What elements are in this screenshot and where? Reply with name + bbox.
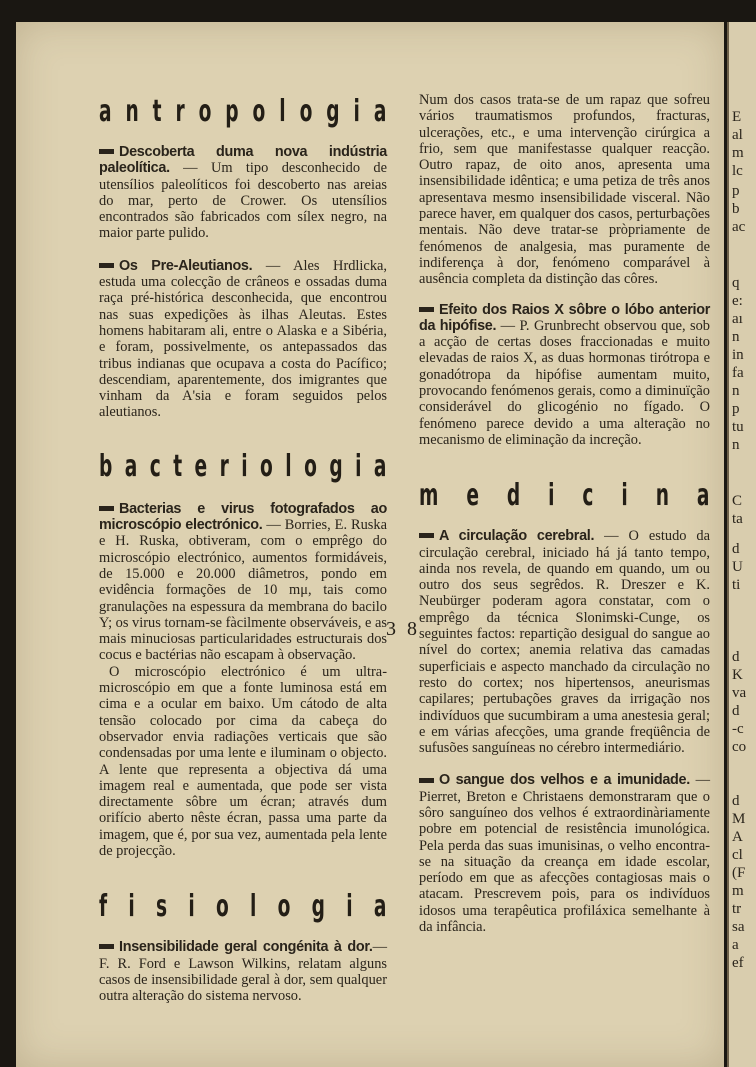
section-bullet	[419, 533, 434, 538]
adjacent-page-fragment: M	[732, 811, 746, 827]
article-cerebral-circulation	[419, 528, 710, 756]
article-pre-aleutians	[99, 258, 387, 421]
adjacent-page-fragment: n	[732, 329, 740, 345]
article-congenital-insensitivity	[99, 939, 387, 1004]
adjacent-page-fragment: p	[732, 183, 740, 199]
section-bullet	[99, 506, 114, 511]
adjacent-page-fragment: d	[732, 793, 740, 809]
adjacent-page-fragment: d	[732, 541, 740, 557]
adjacent-page-fragment: lc	[732, 163, 743, 179]
adjacent-page-fragment: aı	[732, 311, 743, 327]
adjacent-page-fragment: d	[732, 703, 740, 719]
article-xray-hypophysis	[419, 302, 710, 449]
adjacent-page-fragment: tr	[732, 901, 742, 917]
adjacent-page-fragment: ef	[732, 955, 744, 971]
article-title: Os Pre-Aleutianos.	[119, 257, 253, 274]
section-title-antropologia: a n t r o p o l o g i a	[99, 94, 387, 129]
adjacent-page-fragment: a	[732, 937, 739, 953]
adjacent-page-fragment: m	[732, 883, 744, 899]
article-body: — Ales Hrdlicka, estuda uma colecção de crâneos e ossadas duma raça pré-histórica desconhecida, que encontrou nas suas expedições às ilhas Aleutas. Estes homens habitaram ali, entre o Alaska e a Sibéria, e foram, possivelmente, os antepassados das tribus indianas que ocupava a costa do Pacífico; descendiam, aparentemente, dos imigrantes que vinham da A'sia e foram seguidos pelos aleutianos.	[99, 257, 387, 421]
adjacent-page-fragment: (F	[732, 865, 746, 881]
adjacent-page-fragment: ac	[732, 219, 746, 235]
section-title-fisiologia: f i s i o l o g i a	[99, 889, 387, 925]
adjacent-page-fragment: e:	[732, 293, 743, 309]
adjacent-page-fragment: q	[732, 275, 740, 291]
adjacent-page-fragment: n	[732, 437, 740, 453]
adjacent-page-fragment: in	[732, 347, 744, 363]
section-title-bacteriologia: b a c t e r i o l o g i a	[99, 448, 387, 484]
adjacent-page-fragment: va	[732, 685, 747, 701]
article-title: A circulação cerebral.	[439, 528, 595, 545]
magazine-page	[16, 22, 724, 1067]
adjacent-page-fragment: m	[732, 145, 744, 161]
article-body: — Borries, E. Ruska e H. Ruska, obtiveram, com o emprêgo do microscópio electrónico, aumentos formidáveis, de 15.000 e 20.000 diâmetros, pondo em evidência formações de 10 mμ, tais como granulações na espessura da membrana do bacilo Y; os virus tornam-se fàcilmente observáveis, e as mais minuciosas particularidades estructurais dos cocus e bactérias não escapam à observação.	[99, 517, 388, 664]
section-bullet	[99, 263, 114, 268]
section-bullet	[99, 944, 114, 949]
adjacent-page-edge	[727, 22, 756, 1067]
article-body: — Um tipo desconhecido de utensílios paleolíticos foi descoberto nas areias do mar, perto de Crower. Os utensílios encontrados são fabricados com sílex negro, na maior parte pulido.	[99, 160, 387, 242]
section-bullet	[99, 149, 114, 154]
article-title: Efeito dos Raios X sôbre o lóbo anterior da hipófise.	[419, 301, 710, 334]
article-body: — O estudo da circulação cerebral, iniciado há já tanto tempo, ainda nos revela, de quando em quando, um ou outro dos seus segrêdos. R. Dreszer e K. Neubürger poderam agora constatar, com o emprêgo da técnica Slonimski-Cunge, os seguintes factos: repartição desigual do sangue ao nível do cortex; anemia relativa das camadas superficiais e aspecto manchado da circulação no resto do cortex; nos hipertensos, aneurismas capilares; pertubações graves da irrigação nos indivíduos que sucumbiram a uma anestesia geral; e em várias afecções, uma grande freqüência de sufusões sanguíneas no cérebro intermediário.	[419, 528, 711, 757]
article-body: — Pierret, Breton e Christaens demonstraram que o sôro sanguíneo dos velhos é extraordinàriamente pobre em potencial de resistência imunológica. Pela perda das suas imunisinas, o velho encontra-se na situação da creança em idade escolar, período em que as afecções contagiosas mais o atacam. Prescrevem pois, para os indivíduos idosos uma terapêutica profiláxica semelhante à da infância.	[419, 772, 710, 936]
adjacent-page-fragment: sa	[732, 919, 745, 935]
article-continuation: Num dos casos trata-se de um rapaz que sofreu vários traumatismos profundos, fracturas, ulcerações, etc., e uma intervenção cirúrgica a frio, sem que manifestasse qualquer reacção. Outro rapaz, de oito anos, apresenta uma insensibilidade idêntica; e uma petiza de três anos apresentava mesmo insensibilidade visceral. Não parece haver, em qualquer dos casos, perturbações mentais. Não deve tratar-se pròpriamente de fenómenos de analgesia, mas puramente de indiferença à dor, fenómeno comparável à ausência completa da distinção das côres.	[419, 92, 710, 288]
article-title: Bacterias e virus fotografados ao microscópio electrónico.	[99, 500, 387, 534]
article-electron-microscope	[99, 501, 387, 664]
adjacent-page-fragment: E	[732, 109, 742, 125]
adjacent-page-fragment: p	[732, 401, 740, 417]
adjacent-page-fragment: ta	[732, 511, 743, 527]
article-elderly-blood-immunity	[419, 772, 710, 935]
article-paleolithic-industry	[99, 144, 387, 242]
section-bullet	[419, 778, 434, 783]
adjacent-page-fragment: b	[732, 201, 740, 217]
adjacent-page-fragment: co	[732, 739, 747, 755]
article-body: — F. R. Ford e Lawson Wilkins, relatam alguns casos de insensibilidade geral à dor, sem qualquer outra alteração do sistema nervoso.	[99, 939, 387, 1005]
adjacent-page-fragment: A	[732, 829, 743, 845]
adjacent-page-fragment: U	[732, 559, 743, 575]
article-paragraph: O microscópio electrónico é um ultra-microscópio em que a fonte luminosa está em cima e a ocular em baixo. Um cátodo de alta tensão colocado por cima da cabeça do observador envia radiações verticais que são condensadas por uma lente e iluminam o objecto. A lente que representa a objectiva dá uma imagem real e aumentada, que pode ser vista directamente sôbre um écran; através dum orifício aberto nêste écran, passa uma parte da imagem, que é, por sua vez, aumentada pela lente de projecção.	[99, 663, 387, 859]
right-column	[419, 92, 710, 935]
article-title: Descoberta duma nova indústria paleolítica.	[99, 144, 387, 177]
page-number: 3 8	[386, 618, 420, 640]
adjacent-page-fragment: d	[732, 649, 740, 665]
left-column	[99, 94, 387, 1004]
adjacent-page-fragment: C	[732, 493, 743, 509]
section-bullet	[419, 307, 434, 312]
article-title: O sangue dos velhos e a imunidade.	[439, 772, 690, 789]
adjacent-page-fragment: -c	[732, 721, 744, 737]
adjacent-page-fragment: al	[732, 127, 743, 143]
adjacent-page-fragment: fa	[732, 365, 744, 381]
article-title: Insensibilidade geral congénita à dor.	[119, 939, 373, 956]
adjacent-page-fragment: cl	[732, 847, 743, 863]
adjacent-page-fragment: n	[732, 383, 740, 399]
adjacent-page-fragment: K	[732, 667, 743, 683]
article-body: — P. Grunbrecht observou que, sob a acção de certas doses fraccionadas e muito elevadas de raios X, as duas hormonas tirótropa e gonadótropa da hipófise aumentam muito, provocando fenómenos gerais, como a diminuïção considerável do glicogénio no fígado. O fenómeno parece devido a uma alteração no mecanismo de eliminação da increção.	[419, 317, 710, 448]
adjacent-page-fragment: tu	[732, 419, 744, 435]
section-title-medicina: m e d i c i n a	[419, 478, 710, 514]
adjacent-page-fragment: ti	[732, 577, 741, 593]
